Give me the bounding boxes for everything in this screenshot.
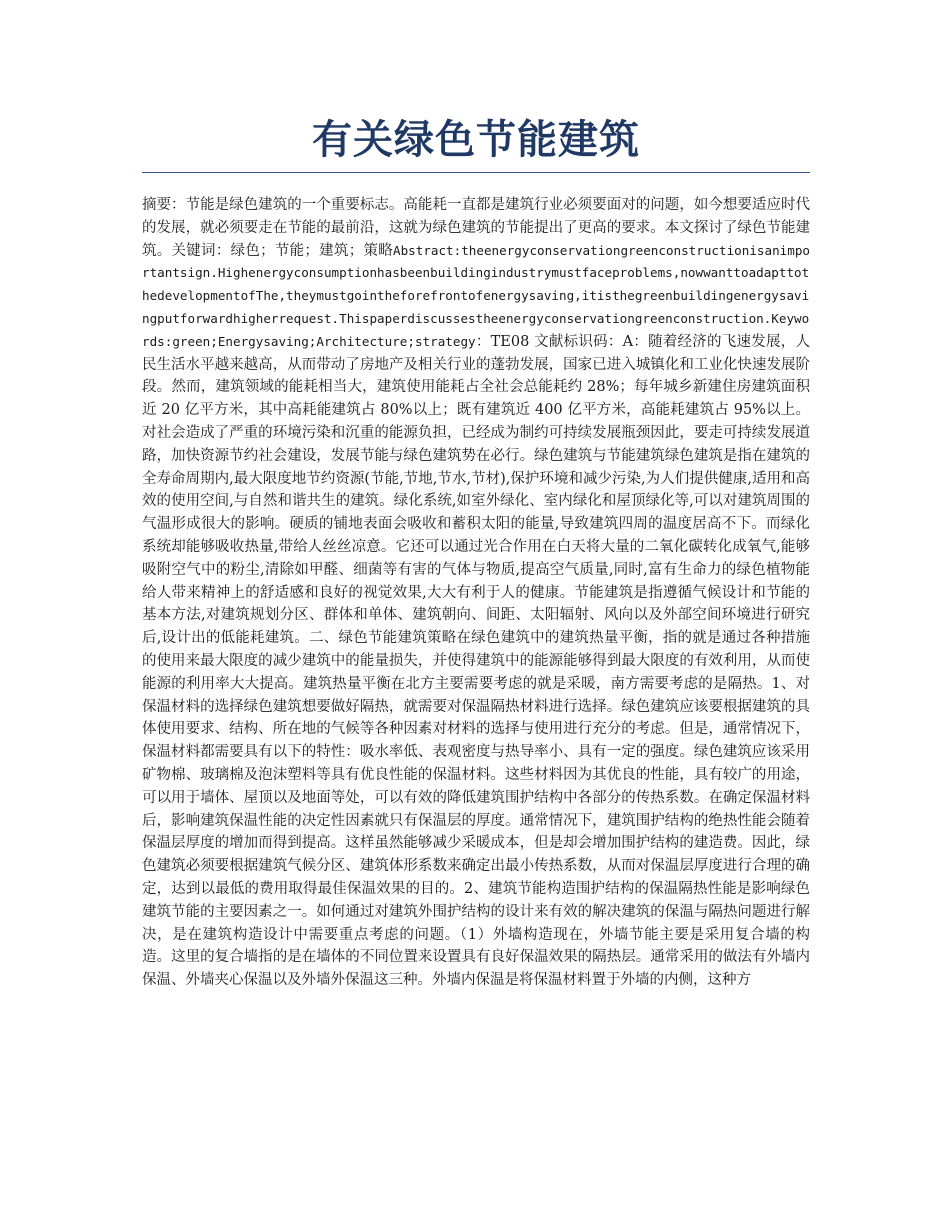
document-body <box>142 194 810 992</box>
abstract-english: Abstract:theenergyconservationgreenconstructionisanimportantsign.Highenergyconsumptionhasbeenbuildingindustrymustfaceproblems,nowwanttoadapttothedevelopmentofThe,theymustgointheforefrontofenergysaving,itisthegreenbuildingenergysavingputforwardhigherrequest.Thispaperdiscussestheenergyconservationgreenconstruction.Keywords:green;Energysaving;Architecture;strategy <box>142 242 810 349</box>
title-divider <box>142 172 810 173</box>
body-paragraph: ：TE08 文献标识码：A：随着经济的飞速发展，人民生活水平越来越高，从而带动了房地产及相关行业的蓬勃发展，国家已进入城镇化和工业化快速发展阶段。然而，建筑领域的能耗相当大，建筑使用能耗占全社会总能耗约 28%；每年城乡新建住房建筑面积近 20 亿平方米，其中高耗能建筑占 80%以上；既有建筑近 400 亿平方米，高能耗建筑占 95%以上。对社会造成了严重的环境污染和沉重的能源负担，已经成为制约可持续发展瓶颈因此，要走可持续发展道路，加快资源节约社会建设，发展节能与绿色建筑势在必行。绿色建筑与节能建筑绿色建筑是指在建筑的全寿命周期内,最大限度地节约资源(节能,节地,节水,节材),保护环境和减少污染,为人们提供健康,适用和高效的使用空间,与自然和谐共生的建筑。绿化系统,如室外绿化、室内绿化和屋顶绿化等,可以对建筑周围的气温形成很大的影响。硬质的铺地表面会吸收和蓄积太阳的能量,导致建筑四周的温度居高不下。而绿化系统却能够吸收热量,带给人丝丝凉意。它还可以通过光合作用在白天将大量的二氧化碳转化成氧气,能够吸附空气中的粉尘,清除如甲醛、细菌等有害的气体与物质,提高空气质量,同时,富有生命力的绿色植物能给人带来精神上的舒适感和良好的视觉效果,大大有利于人的健康。节能建筑是指遵循气候设计和节能的基本方法,对建筑规划分区、群体和单体、建筑朝向、间距、太阳辐射、风向以及外部空间环境进行研究后,设计出的低能耗建筑。二、绿色节能建筑策略在绿色建筑中的建筑热量平衡，指的就是通过各种措施的使用来最大限度的减少建筑中的能量损失，并使得建筑中的能源能够得到最大限度的有效利用，从而使能源的利用率大大提高。建筑热量平衡在北方主要需要考虑的就是采暖，南方需要考虑的是隔热。1、对保温材料的选择绿色建筑想要做好隔热，就需要对保温隔热材料进行选择。绿色建筑应该要根据建筑的具体使用要求、结构、所在地的气候等各种因素对材料的选择与使用进行充分的考虑。但是，通常情况下，保温材料都需要具有以下的特性：吸水率低、表观密度与热导率小、具有一定的强度。绿色建筑应该采用矿物棉、玻璃棉及泡沫塑料等具有优良性能的保温材料。这些材料因为其优良的性能，具有较广的用途，可以用于墙体、屋顶以及地面等处，可以有效的降低建筑围护结构中各部分的传热系数。在确定保温材料后，影响建筑保温性能的决定性因素就只有保温层的厚度。通常情况下，建筑围护结构的绝热性能会随着保温层厚度的增加而得到提高。这样虽然能够减少采暖成本，但是却会增加围护结构的建造费。因此，绿色建筑必须要根据建筑气候分区、建筑体形系数来确定出最小传热系数，从而对保温层厚度进行合理的确定，达到以最低的费用取得最佳保温效果的目的。2、建筑节能构造围护结构的保温隔热性能是影响绿色建筑节能的主要因素之一。如何通过对建筑外围护结构的设计来有效的解决建筑的保温与隔热问题进行解决，是在建筑构造设计中需要重点考虑的问题。（1）外墙构造现在，外墙节能主要是采用复合墙的构造。这里的复合墙指的是在墙体的不同位置来设置具有良好保温效果的隔热层。通常采用的做法有外墙内保温、外墙夹心保温以及外墙外保温这三种。外墙内保温是将保温材料置于外墙的内侧，这种方 <box>142 333 810 989</box>
abstract-chinese: 摘要：节能是绿色建筑的一个重要标志。高能耗一直都是建筑行业必须要面对的问题，如今想要适应时代的发展，就必须要走在节能的最前沿，这就为绿色建筑的节能提出了更高的要求。本文探讨了绿色节能建筑。关键词：绿色；节能；建筑；策略 <box>142 197 810 259</box>
document-title: 有关绿色节能建筑 <box>312 117 640 163</box>
